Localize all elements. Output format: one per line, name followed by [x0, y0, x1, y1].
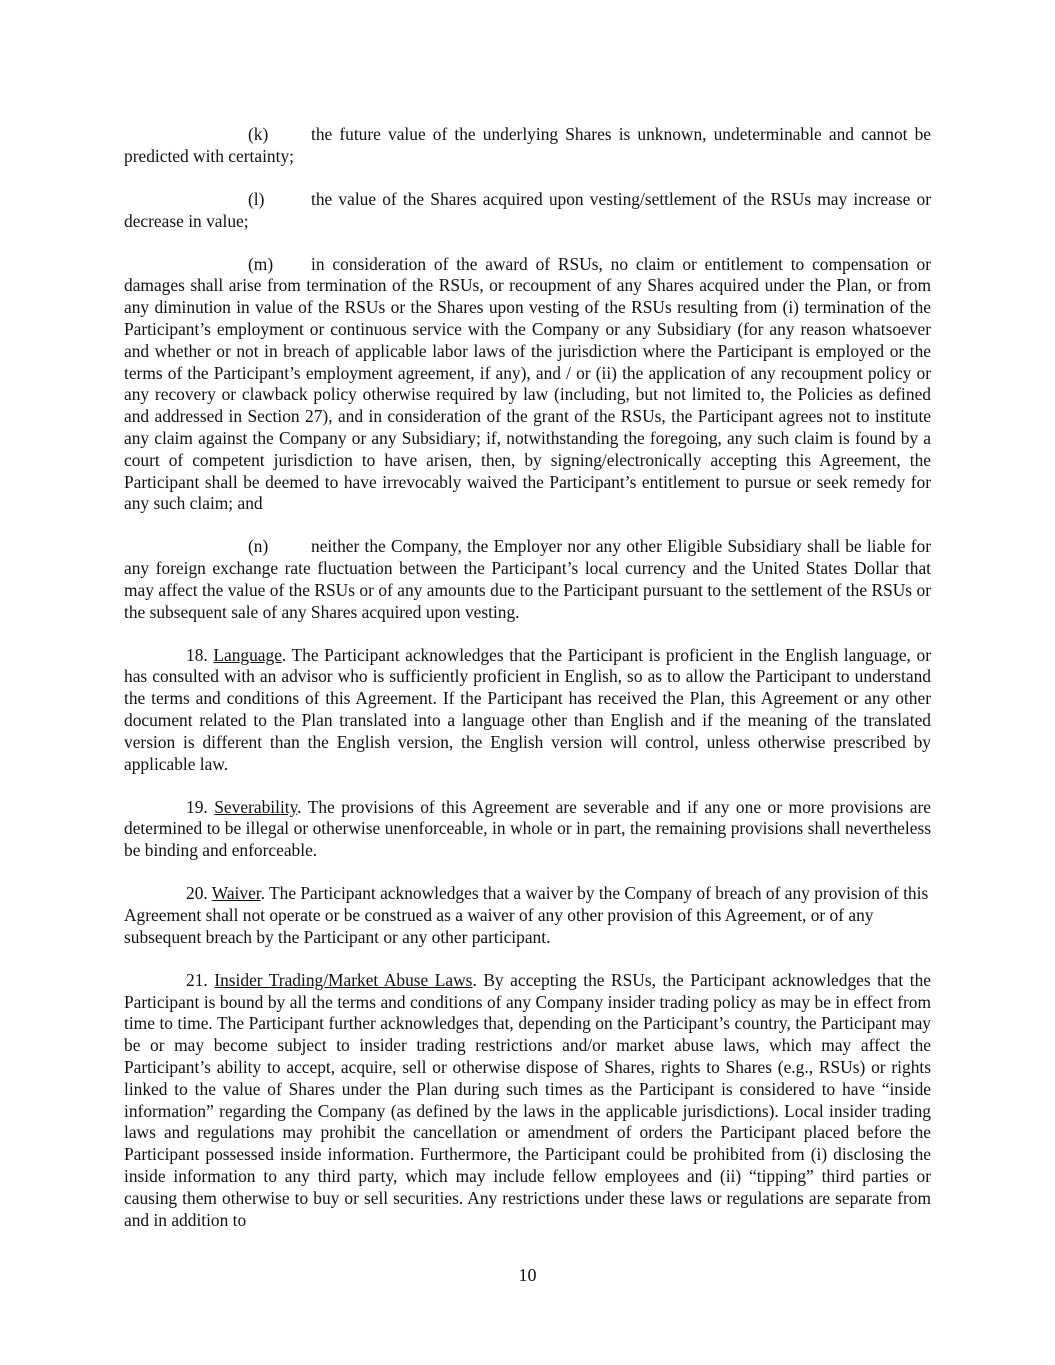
clause-text: in consideration of the award of RSUs, no claim or entitlement to compensation or damages shall arise from termination of the RSUs, or recoupment of any Shares acquired under the Plan, or from any diminution in value of the RSUs or the Shares upon vesting of the RSUs resulting from (i) termination of the Participant’s employment or continuous service with the Company or any Subsidiary (for any reason whatsoever and whether or not in breach of applicable labor laws of the jurisdiction where the Participant is employed or the terms of the Participant’s employment agreement, if any), and / or (ii) the application of any recoupment policy or any recovery or clawback policy otherwise required by law (including, but not limited to, the Policies as defined and addressed in Section 27), and in consideration of the grant of the RSUs, the Participant agrees not to institute any claim against the Company or any Subsidiary; if, notwithstanding the foregoing, any such claim is found by a court of competent jurisdiction to have arisen, then, by signing/electronically accepting this Agreement, the Participant shall be deemed to have irrevocably waived the Participant’s entitlement to pursue or seek remedy for any such claim; and	[124, 253, 931, 514]
section-21-insider-trading	[124, 970, 931, 1232]
section-title: Language	[213, 644, 282, 665]
clause-label: (m)	[248, 253, 274, 274]
section-20-waiver	[124, 883, 931, 948]
section-number: 21.	[186, 969, 208, 990]
section-number: 19.	[186, 796, 208, 817]
clause-m	[124, 254, 931, 516]
clause-text: the future value of the underlying Shares is unknown, undeterminable and cannot be predicted with certainty;	[124, 124, 931, 166]
section-body: . The Participant acknowledges that the Participant is proficient in the English language, or has consulted with an advisor who is sufficiently proficient in English, so as to allow the Participant to understand the terms and conditions of this Agreement. If the Participant has received the Plan, this Agreement or any other document related to the Plan translated into a language other than English and if the meaning of the translated version is different than the English version, the English version will control, unless otherwise prescribed by applicable law.	[124, 644, 931, 774]
section-number: 18.	[186, 644, 208, 665]
clause-label: (n)	[248, 536, 269, 557]
section-19-severability	[124, 797, 931, 862]
clause-l	[124, 189, 931, 233]
clause-text: the value of the Shares acquired upon vesting/settlement of the RSUs may increase or decrease in value;	[124, 188, 931, 231]
section-title: Insider Trading/Market Abuse Laws	[214, 969, 473, 990]
page-number: 10	[518, 1265, 537, 1285]
section-title: Waiver	[211, 883, 261, 904]
document-page	[124, 124, 931, 1253]
section-number: 20.	[186, 883, 208, 904]
section-title: Severability	[214, 796, 298, 817]
section-body: . By accepting the RSUs, the Participant acknowledges that the Participant is bound by all the terms and conditions of any Company insider trading policy as may be in effect from time to time. The Participant further acknowledges that, depending on the Participant’s country, the Participant may be or may become subject to insider trading restrictions and/or market abuse laws, which may affect the Participant’s ability to accept, acquire, sell or otherwise dispose of Shares, rights to Shares (e.g., RSUs) or rights linked to the value of Shares under the Plan during such times as the Participant is considered to have “inside information” regarding the Company (as defined by the laws in the applicable jurisdictions). Local insider trading laws and regulations may prohibit the cancellation or amendment of orders the Participant placed before the Participant possessed inside information. Furthermore, the Participant could be prohibited from (i) disclosing the inside information to any third party, which may include fellow employees and (ii) “tipping” third parties or causing them otherwise to buy or sell securities. Any restrictions under these laws or regulations are separate from and in addition to	[124, 969, 931, 1230]
clause-k	[124, 124, 931, 168]
section-body: . The Participant acknowledges that a waiver by the Company of breach of any provision of this Agreement shall not operate or be construed as a waiver of any other provision of this Agreement, or of any subsequent breach by the Participant or any other participant.	[124, 883, 929, 947]
clause-label: (l)	[248, 188, 265, 209]
clause-n	[124, 536, 931, 623]
clause-text: neither the Company, the Employer nor any other Eligible Subsidiary shall be liable for any foreign exchange rate fluctuation between the Participant’s local currency and the United States Dollar that may affect the value of the RSUs or of any amounts due to the Participant pursuant to the settlement of the RSUs or the subsequent sale of any Shares acquired upon vesting.	[124, 536, 931, 622]
section-body: . The provisions of this Agreement are severable and if any one or more provisions are determined to be illegal or otherwise unenforceable, in whole or in part, the remaining provisions shall nevertheless be binding and enforceable.	[124, 796, 931, 861]
clause-label: (k)	[248, 124, 269, 144]
section-18-language	[124, 645, 931, 776]
